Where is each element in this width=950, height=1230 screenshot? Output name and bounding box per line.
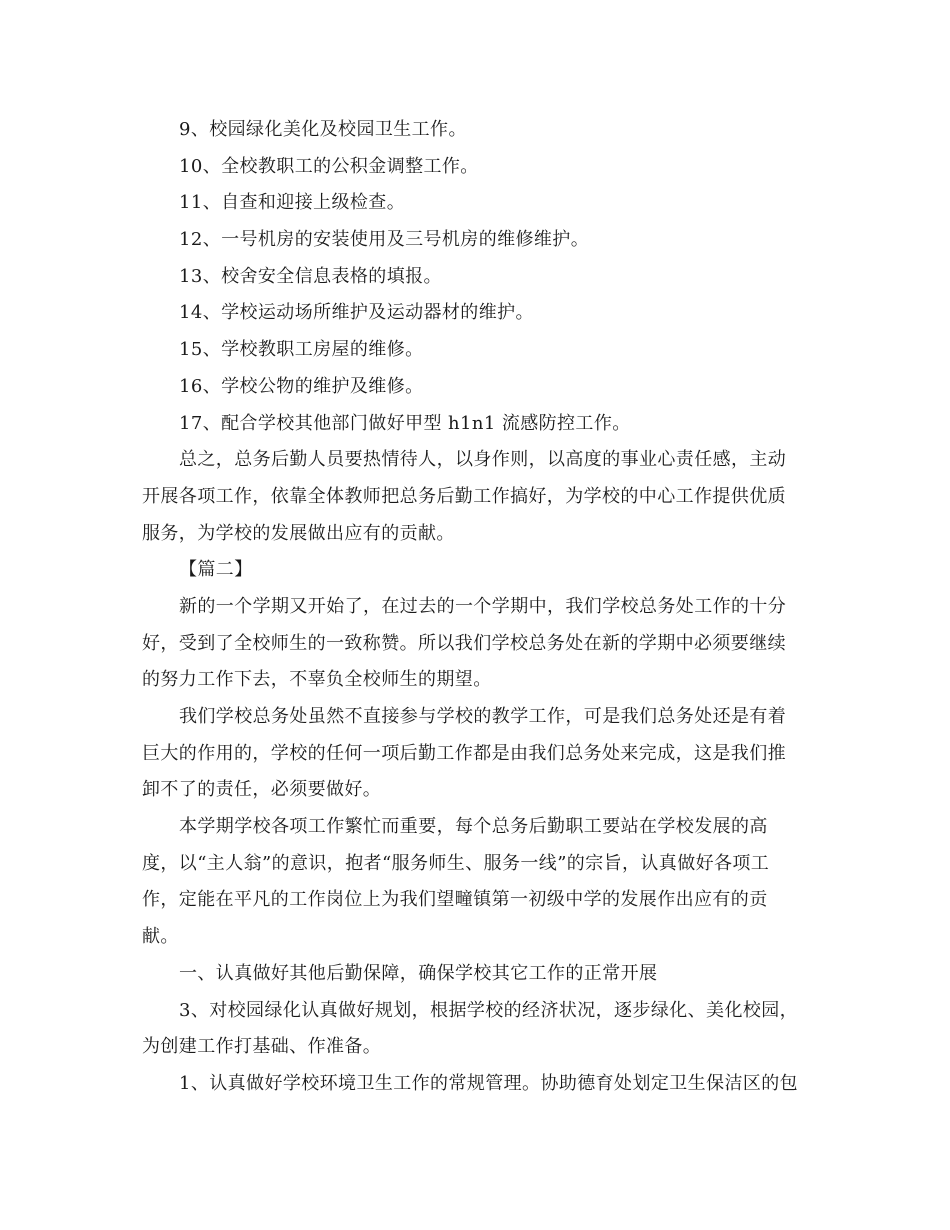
text-line: 巨大的作用的，学校的任何一项后勤工作都是由我们总务处来完成，这是我们推 — [142, 742, 786, 764]
text-line: 总之，总务后勤人员要热情待人，以身作则，以高度的事业心责任感，主动 — [179, 449, 787, 471]
text-line: 一、认真做好其他后勤保障，确保学校其它工作的正常开展 — [179, 962, 658, 984]
text-line: 的努力工作下去，不辜负全校师生的期望。 — [142, 669, 492, 691]
text-line: 1、认真做好学校环境卫生工作的常规管理。协助德育处划定卫生保洁区的包 — [179, 1072, 799, 1094]
text-line: 开展各项工作，依靠全体教师把总务后勤工作搞好，为学校的中心工作提供优质 — [142, 485, 786, 507]
document-body — [142, 112, 807, 1103]
text-line: 献。 — [142, 926, 179, 948]
text-line: 新的一个学期又开始了，在过去的一个学期中，我们学校总务处工作的十分 — [179, 595, 787, 617]
text-line: 17、配合学校其他部门做好甲型 h1n1 流感防控工作。 — [179, 412, 631, 434]
text-line: 16、学校公物的维护及维修。 — [179, 375, 424, 397]
text-line: 卸不了的责任，必须要做好。 — [142, 779, 382, 801]
text-line: 10、全校教职工的公积金调整工作。 — [179, 155, 479, 177]
text-line: 14、学校运动场所维护及运动器材的维护。 — [179, 302, 534, 324]
text-line: 11、自查和迎接上级检查。 — [179, 192, 406, 214]
text-line: 3、对校园绿化认真做好规划，根据学校的经济状况，逐步绿化、美化校园， — [179, 999, 799, 1021]
text-line: 12、一号机房的安装使用及三号机房的维修维护。 — [179, 229, 590, 251]
text-line: 度，以“主人翁”的意识，抱者“服务师生、服务一线”的宗旨，认真做好各项工 — [142, 852, 770, 874]
text-line: 本学期学校各项工作繁忙而重要，每个总务后勤职工要站在学校发展的高 — [179, 816, 768, 838]
text-line: 【篇二】 — [179, 559, 253, 581]
text-line: 服务，为学校的发展做出应有的贡献。 — [142, 522, 455, 544]
text-line: 我们学校总务处虽然不直接参与学校的教学工作，可是我们总务处还是有着 — [179, 706, 787, 727]
text-line: 13、校舍安全信息表格的填报。 — [179, 265, 442, 287]
text-line: 为创建工作打基础、作准备。 — [142, 1036, 382, 1058]
text-line: 9、校园绿化美化及校园卫生工作。 — [179, 119, 467, 140]
text-line: 15、学校教职工房屋的维修。 — [179, 339, 424, 361]
text-line: 作，定能在平凡的工作岗位上为我们望疃镇第一初级中学的发展作出应有的贡 — [142, 889, 768, 911]
text-line: 好，受到了全校师生的一致称赞。所以我们学校总务处在新的学期中必须要继续 — [142, 632, 786, 654]
